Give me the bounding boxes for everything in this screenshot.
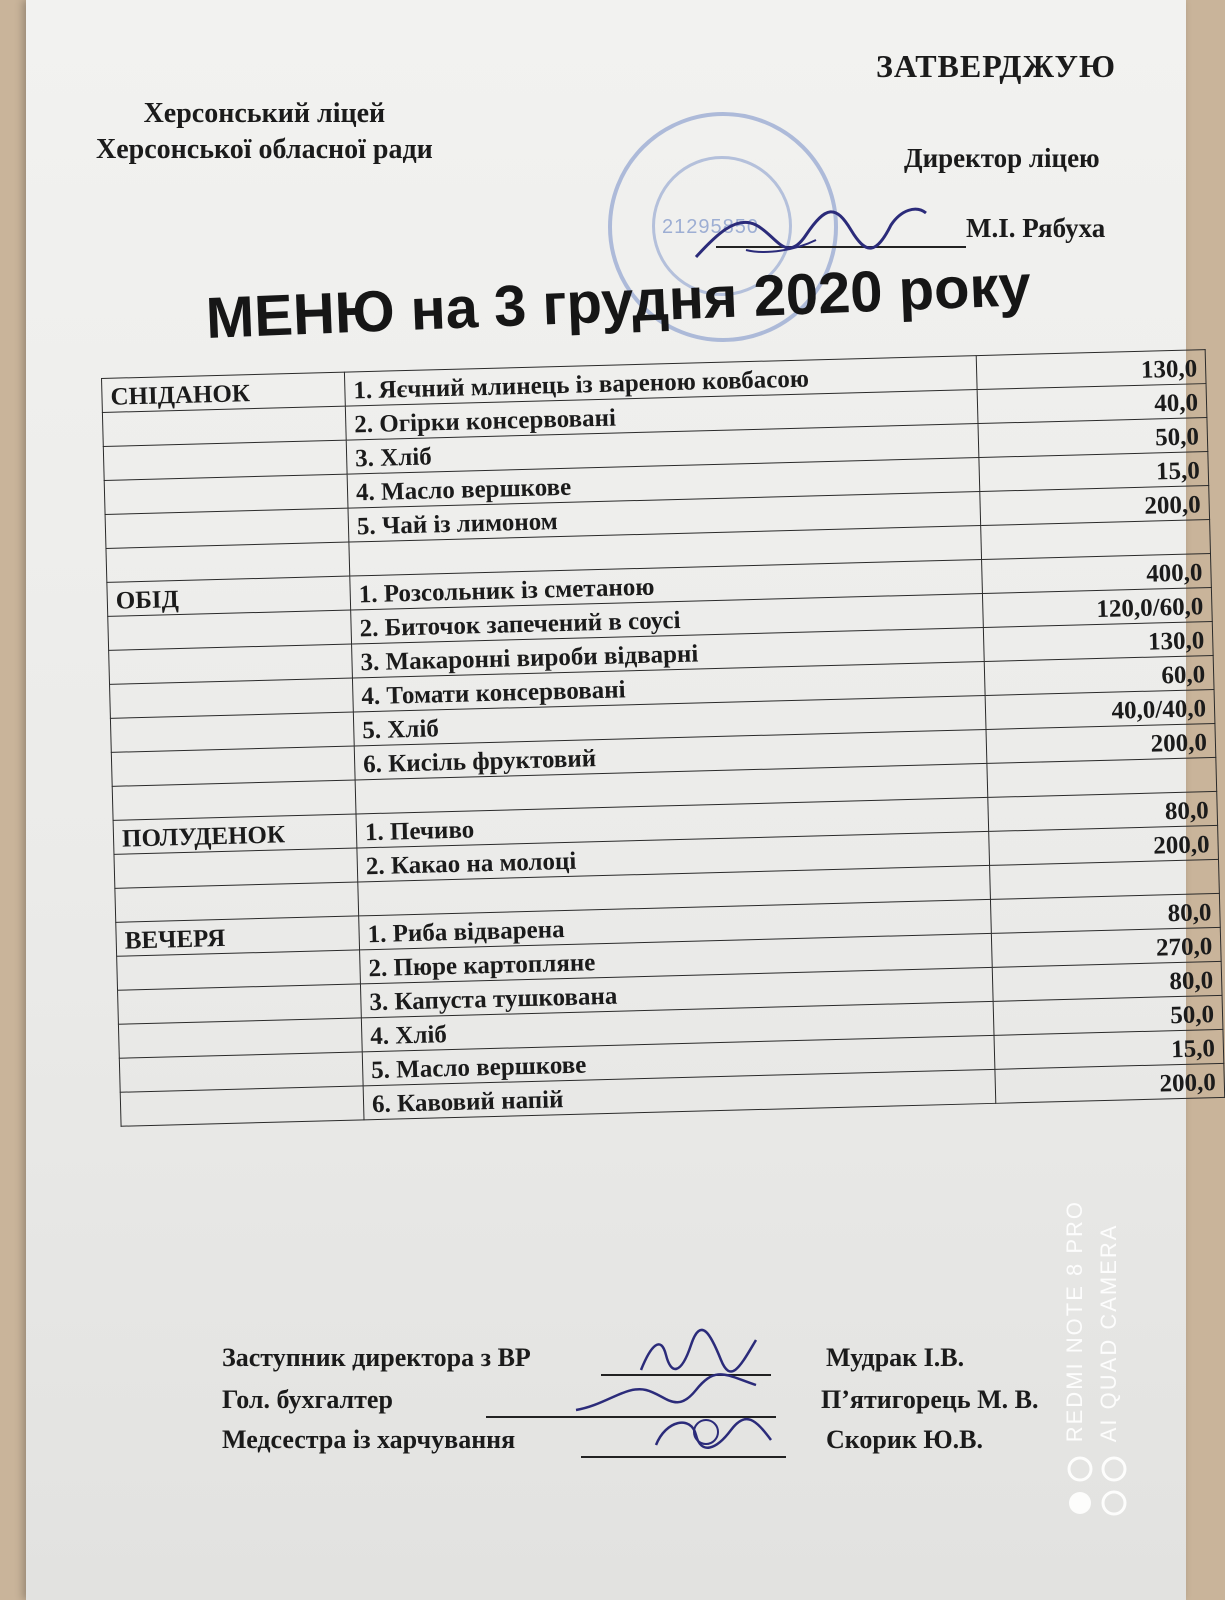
menu-amount-cell: 200,0: [989, 825, 1219, 865]
document-page: [26, 0, 1217, 1600]
footer-name-accountant: П’ятигорець М. В.: [821, 1385, 1039, 1414]
menu-dish-cell: 3. Макаронні вироби відварні: [352, 627, 985, 678]
menu-dish-cell: 5. Хліб: [353, 695, 986, 746]
menu-dish-cell: 3. Капуста тушкована: [360, 967, 993, 1018]
menu-dish-cell: 5. Масло вершкове: [362, 1035, 995, 1086]
menu-dish-cell: 4. Масло вершкове: [347, 458, 980, 509]
nurse-signature: [646, 1400, 786, 1458]
menu-amount-cell: 270,0: [991, 927, 1221, 967]
menu-meal-cell: [120, 1086, 364, 1126]
menu-amount-cell: 80,0: [992, 961, 1222, 1001]
menu-amount-cell: 200,0: [980, 486, 1210, 526]
menu-dish-cell: 1. Яєчний млинець із вареною ковбасою: [344, 356, 977, 407]
menu-amount-cell: 80,0: [988, 791, 1218, 831]
watermark-line2: AI QUAD CAMERA: [1096, 1223, 1121, 1443]
menu-dish-cell: 2. Биточок запечений в соусі: [351, 594, 984, 645]
footer-name-nurse: Скорик Ю.В.: [826, 1425, 983, 1454]
approve-label: ЗАТВЕРДЖУЮ: [876, 48, 1117, 84]
menu-amount-cell: 60,0: [984, 655, 1214, 695]
menu-dish-cell: 1. Печиво: [356, 797, 989, 848]
menu-amount-cell: 130,0: [983, 621, 1213, 661]
camera-logo-icon: [1066, 1455, 1130, 1519]
menu-amount-cell: 200,0: [995, 1063, 1225, 1103]
menu-dish-cell: 4. Томати консервовані: [352, 661, 985, 712]
menu-amount-cell: 50,0: [978, 418, 1208, 458]
menu-amount-cell: 40,0: [977, 384, 1207, 424]
director-title: Директор ліцею: [904, 143, 1100, 173]
menu-dish-cell: 4. Хліб: [361, 1001, 994, 1052]
menu-amount-cell: 130,0: [976, 350, 1206, 390]
camera-watermark: [1058, 1200, 1126, 1442]
director-name: М.І. Рябуха: [966, 213, 1106, 243]
menu-dish-cell: 1. Риба відварена: [359, 899, 992, 950]
menu-amount-cell: 15,0: [994, 1029, 1224, 1069]
footer-name-deputy: Мудрак І.В.: [826, 1343, 965, 1372]
menu-dish-cell: 6. Кисіль фруктовий: [354, 729, 987, 780]
menu-dish-cell: 5. Чай із лимоном: [348, 492, 981, 543]
footer-role-nurse: Медсестра із харчування: [222, 1425, 516, 1454]
menu-amount-cell: 50,0: [993, 995, 1223, 1035]
menu-meal-cell: СНІДАНОК: [102, 372, 346, 412]
menu-meal-cell: ОБІД: [107, 576, 351, 616]
menu-meal-cell: ВЕЧЕРЯ: [116, 916, 360, 956]
menu-dish-cell: 3. Хліб: [346, 424, 979, 475]
school-name: [96, 96, 433, 168]
watermark-line1: REDMI NOTE 8 PRO: [1062, 1200, 1087, 1443]
menu-table: [101, 349, 1225, 1127]
menu-amount-cell: 200,0: [986, 723, 1216, 763]
menu-dish-cell: 2. Огірки консервовані: [345, 390, 978, 441]
menu-dish-cell: 2. Пюре картопляне: [360, 933, 993, 984]
menu-amount-cell: 120,0/60,0: [982, 588, 1212, 628]
menu-meal-cell: ПОЛУДЕНОК: [113, 814, 357, 854]
menu-dish-cell: 2. Какао на молоці: [357, 831, 990, 882]
menu-amount-cell: 80,0: [990, 893, 1220, 933]
menu-amount-cell: 40,0/40,0: [985, 689, 1215, 729]
menu-amount-cell: 400,0: [982, 554, 1212, 594]
school-name-line2: Херсонської обласної ради: [96, 134, 433, 165]
page-title: МЕНЮ на 3 грудня 2020 року: [204, 252, 1032, 351]
footer-role-accountant: Гол. бухгалтер: [222, 1385, 393, 1414]
menu-dish-cell: 1. Розсольник із сметаною: [350, 560, 983, 611]
footer-role-deputy: Заступник директора з ВР: [222, 1343, 531, 1372]
menu-amount-cell: 15,0: [979, 452, 1209, 492]
school-name-line1: Херсонський ліцей: [143, 98, 386, 129]
menu-dish-cell: 6. Кавовий напій: [363, 1069, 996, 1120]
stamp-number: 21295850: [662, 216, 759, 238]
